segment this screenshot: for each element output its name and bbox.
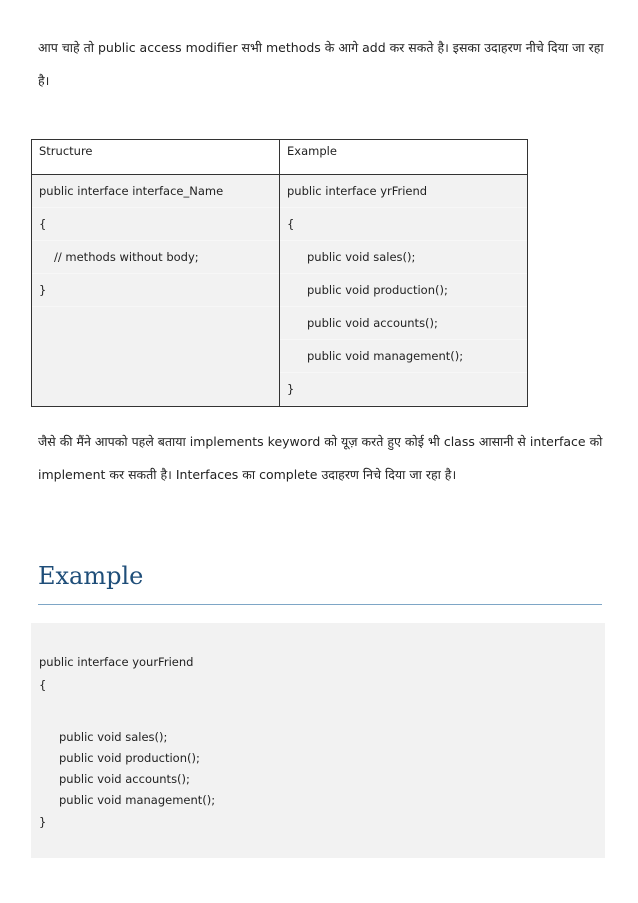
example-line: public interface yrFriend <box>280 175 527 208</box>
structure-line: } <box>32 274 279 307</box>
table-body-row <box>32 175 528 407</box>
structure-line: { <box>32 208 279 241</box>
structure-cell <box>32 175 280 407</box>
example-line: public void management(); <box>280 340 527 373</box>
table-header-row <box>32 140 528 175</box>
code-line: public interface yourFriend <box>39 655 194 669</box>
example-line: } <box>280 373 527 406</box>
explain-paragraph: जैसे की मैंने आपको पहले बताया implements keyword को यूज़ करते हुए कोई भी class आसानी से interface को implement कर सकती है। Interfaces का complete उदाहरण निचे दिया जा रहा है। <box>38 434 603 482</box>
structure-line: // methods without body; <box>32 241 279 274</box>
example-heading: Example <box>38 562 144 590</box>
code-line: public void production(); <box>59 751 200 765</box>
code-line: public void management(); <box>59 793 216 807</box>
structure-table <box>31 139 528 407</box>
header-example: Example <box>280 140 528 175</box>
code-line: public void sales(); <box>59 730 168 744</box>
example-line: public void production(); <box>280 274 527 307</box>
code-line: { <box>39 678 47 692</box>
header-structure: Structure <box>32 140 280 175</box>
example-cell <box>280 175 528 407</box>
example-line: { <box>280 208 527 241</box>
code-line: public void accounts(); <box>59 772 190 786</box>
example-line: public void sales(); <box>280 241 527 274</box>
intro-paragraph: आप चाहे तो public access modifier सभी methods के आगे add कर सकते है। इसका उदाहरण नीचे दिया जा रहा है। <box>38 40 604 88</box>
structure-line: public interface interface_Name <box>32 175 279 208</box>
heading-underline <box>38 604 602 605</box>
code-block <box>31 623 605 858</box>
code-line: } <box>39 815 47 829</box>
example-line: public void accounts(); <box>280 307 527 340</box>
